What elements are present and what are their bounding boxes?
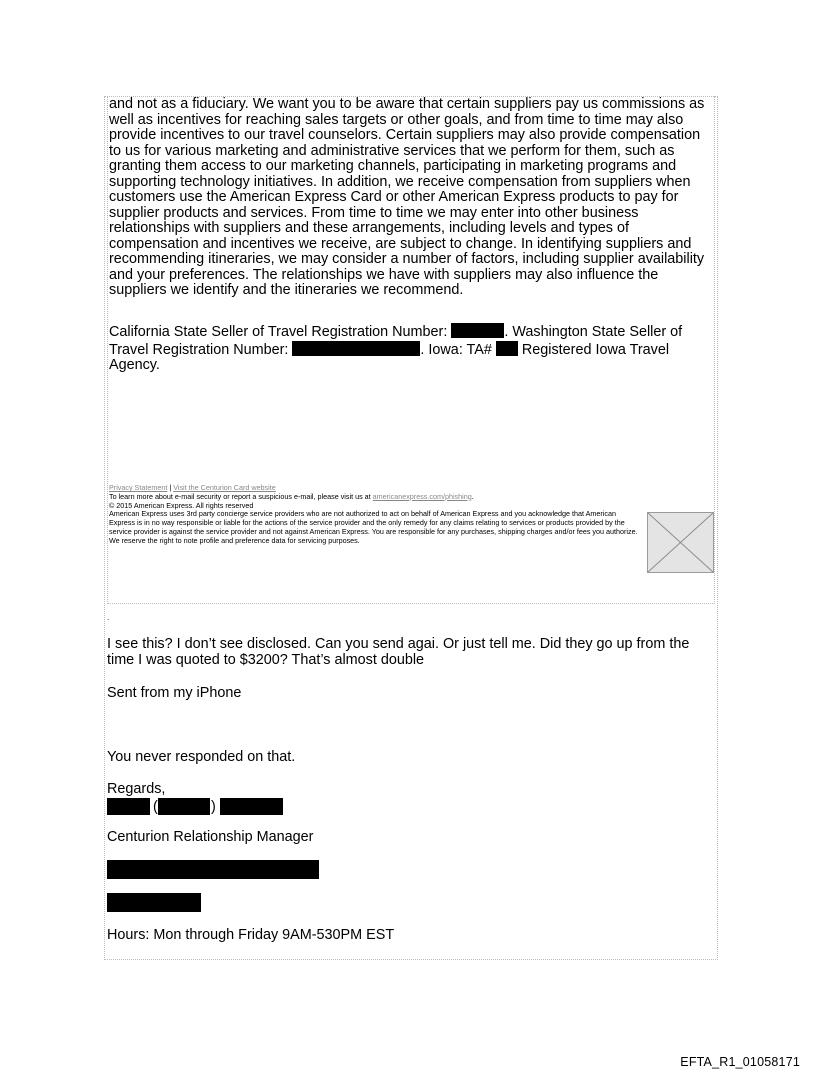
phishing-link[interactable]: americanexpress.com/phishing [372,491,472,501]
redaction-wa-number [292,341,420,356]
nickname-paren-close: ) [211,799,216,815]
iowa-registration-label: . Iowa: TA# [420,341,492,358]
redaction-first-name [107,798,150,815]
email-footer [109,484,643,546]
nickname-paren-open: ( [153,799,158,815]
sent-from-iphone: Sent from my iPhone [107,685,242,701]
missing-image-icon [647,512,714,573]
earlier-message-text: You never responded on that. [107,749,296,765]
job-title: Centurion Relationship Manager [107,829,314,845]
reply-message: I see this? I don’t see disclosed. Can you send agai. Or just tell me. Did they go up from the time I was quoted to $3200? That’s almost double [107,636,690,668]
regards-line: Regards, [107,781,166,797]
redaction-contact-line-1 [107,860,319,879]
concierge-disclaimer: American Express uses 3rd party concierge service providers who are not authorized to act on behalf of American Express and you acknowledge that American Express is in no way responsible or liable for the actions of the service provider and the only remedy for any claims relating to services or products provided by the service provider is against the service provider and not against American Express. You are responsible for any purchases, shipping charges and/or fees you authorize. We reserve the right to note profile and preference data for servicing purposes. [109,509,638,545]
office-hours: Hours: Mon through Friday 9AM-530PM EST [107,927,395,943]
copyright-notice: © 2015 American Express. All rights reserved [109,500,254,510]
link-separator: | [169,483,172,492]
redaction-nickname [158,798,210,815]
separator-dot: . [107,613,110,622]
bates-stamp: EFTA_R1_01058171 [680,1055,800,1069]
security-notice-text: To learn more about e-mail security or report a suspicious e-mail, please visit us at [109,491,371,501]
redaction-last-name [220,798,283,815]
security-notice-period: . [471,491,474,501]
ca-registration-label: California State Seller of Travel Registration Number: [109,324,448,340]
centurion-card-link[interactable]: Visit the Centurion Card website [173,483,276,492]
redaction-ca-number [451,323,504,338]
compensation-disclosure: and not as a fiduciary. We want you to be aware that certain suppliers pay us commissions as well as incentives for reaching sales targets or other goals, and from time to time may also provide incentives to our travel counselors. Certain suppliers may also provide compensation to us for various marketing and administrative services that we perform for them, such as granting them access to our marketing channels, participating in marketing programs and supporting technology initiatives. In addition, we receive compensation from suppliers when customers use the American Express Card or other American Express products to pay for supplier products and services. From time to time we may enter into other business relationships with suppliers and these arrangements, including levels and types of compensation and incentives we receive, are subject to change. In identifying suppliers and recommending itineraries, we may consider a number of factors, including supplier availability and your preferences. The relationships we have with suppliers may also influence the suppliers we identify and the itineraries we recommend. [109,96,705,298]
privacy-statement-link[interactable]: Privacy Statement [109,483,168,492]
redaction-contact-line-2 [107,893,201,912]
wa-registration-label: . Washington State Seller of Travel Registration Number: [109,324,683,358]
seller-of-travel-registration [109,323,715,374]
iowa-registration-suffix: Registered Iowa Travel Agency. [109,341,670,373]
redaction-iowa-number [496,341,518,356]
